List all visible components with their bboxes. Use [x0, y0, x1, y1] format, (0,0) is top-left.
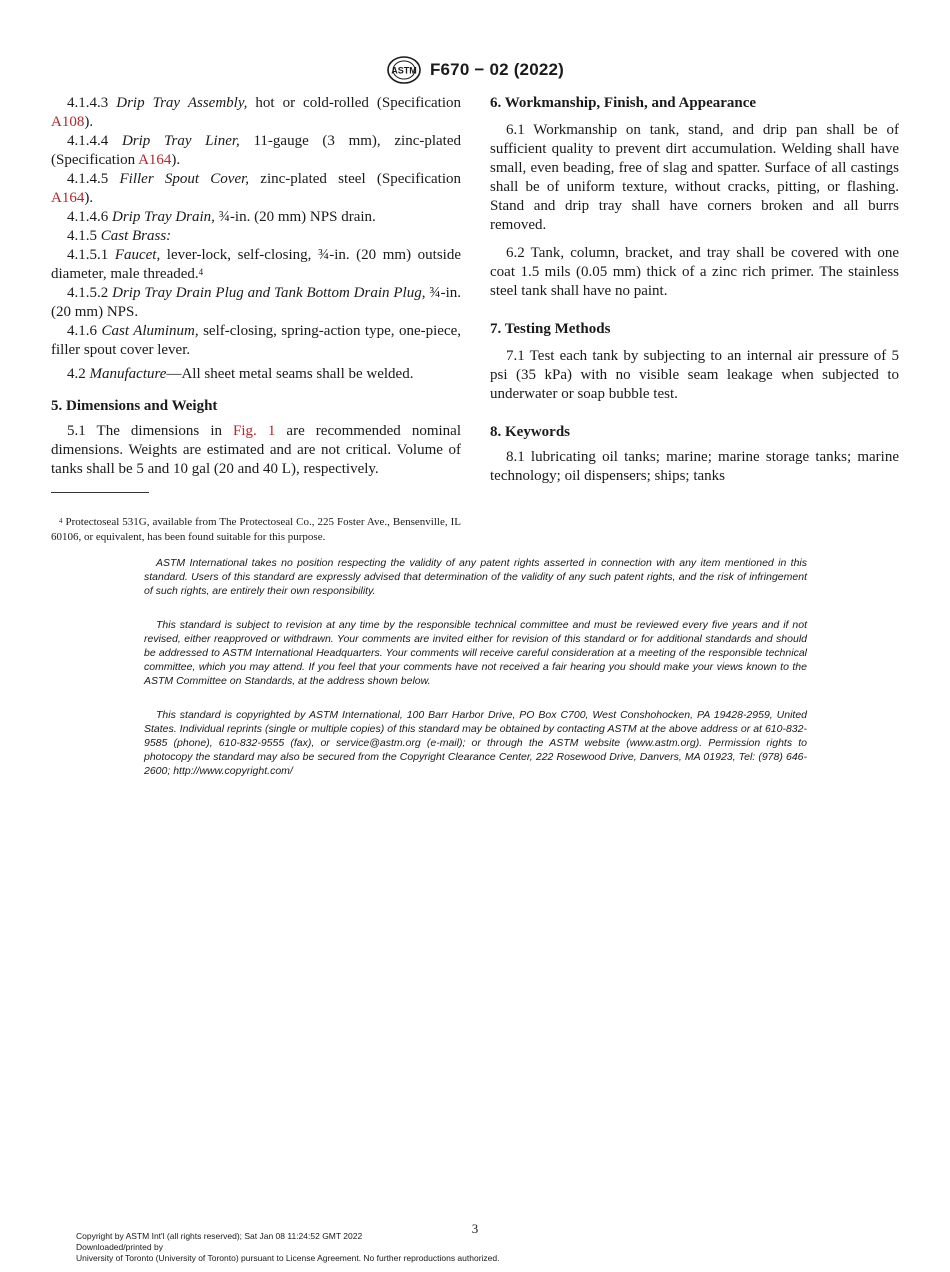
paragraph-4-1-4-4: 4.1.4.4 Drip Tray Liner, 11-gauge (3 mm), zinc-plated (Specification A164).: [51, 133, 461, 168]
license-line: University of Toronto (University of Toronto) pursuant to License Agreement. No further reproductions authorized.: [76, 1253, 500, 1263]
link-a164[interactable]: A164: [138, 152, 172, 168]
paragraph-6-2: 6.2 Tank, column, bracket, and tray shall be covered with one coat 1.5 mils (0.05 mm) thick of a zinc rich primer. The stainless steel tank shall have no paint.: [490, 245, 899, 299]
page-header: [0, 55, 950, 85]
paragraph-4-1-6: 4.1.6 Cast Aluminum, self-closing, spring-action type, one-piece, filler spout cover lever.: [51, 323, 462, 358]
footnote-ref-4[interactable]: 4: [198, 267, 204, 277]
paragraph-4-1-5-2: 4.1.5.2 Drip Tray Drain Plug and Tank Bottom Drain Plug, ¾-in. (20 mm) NPS.: [51, 285, 462, 320]
paragraph-4-1-4-6: 4.1.4.6 Drip Tray Drain, ¾-in. (20 mm) NPS drain.: [67, 209, 376, 225]
svg-text:ASTM: ASTM: [391, 65, 417, 76]
revision-notice: This standard is subject to revision at any time by the responsible technical committee and must be reviewed every five years and if not revised, either reapproved or withdrawn. Your comments are invited either for revision of this standard or for additional standards and should be addressed to ASTM International Headquarters. Your comments will receive careful consideration at a meeting of the responsible technical committee, which you may attend. If you feel that your comments have not received a fair hearing you should make your views known to the ASTM Committee on Standards, at the address shown below.: [144, 619, 807, 687]
left-column: [51, 94, 461, 479]
paragraph-4-1-5: 4.1.5 Cast Brass:: [67, 228, 172, 244]
link-fig-1[interactable]: Fig. 1: [233, 423, 276, 439]
page-number: 3: [471, 1221, 479, 1236]
section-heading-6: 6. Workmanship, Finish, and Appearance: [490, 95, 757, 111]
patent-notice: ASTM International takes no position respecting the validity of any patent rights asserted in connection with any item mentioned in this standard. Users of this standard are expressly advised that determination of the validity of any such patent rights, and the risk of infringement of such rights, are entirely their own responsibility.: [144, 557, 807, 597]
footnote-4: $^4$ Protectoseal 531G, available from The Protectoseal Co., 225 Foster Ave., Bensenville, IL 60106, or equivalent, has been found suitable for this purpose.: [51, 516, 461, 543]
standard-designation: F670 − 02 (2022): [429, 60, 565, 79]
astm-notices: [144, 556, 807, 798]
paragraph-8-1: 8.1 lubricating oil tanks; marine; marine storage tanks; marine technology; oil dispensers; ships; tanks: [490, 449, 899, 484]
astm-logo-icon: [386, 56, 422, 84]
copyright-notice: This standard is copyrighted by ASTM International, 100 Barr Harbor Drive, PO Box C700, West Conshohocken, PA 19428-2959, United States. Individual reprints (single or multiple copies) of this standard may be obtained by contacting ASTM at the above address or at 610-832-9585 (phone), 610-832-9555 (fax), or service@astm.org (e-mail); or through the ASTM website (www.astm.org). Permission rights to photocopy the standard may also be secured from the Copyright Clearance Center, 222 Rosewood Drive, Danvers, MA 01923, Tel: (978) 646-2600; http://www.copyright.com/: [144, 709, 807, 777]
copyright-line: Copyright by ASTM Int'l (all rights reserved); Sat Jan 08 11:24:52 GMT 2022: [76, 1231, 363, 1241]
downloaded-by-line: Downloaded/printed by: [76, 1242, 163, 1252]
link-a108[interactable]: A108: [51, 114, 85, 130]
paragraph-4-1-5-1: 4.1.5.1 Faucet, lever-lock, self-closing, ¾-in. (20 mm) outside diameter, male threaded.$^4$: [51, 247, 461, 282]
paragraph-7-1: 7.1 Test each tank by subjecting to an internal air pressure of 5 psi (35 kPa) with no visible seam leakage when subjected to underwater or soap bubble test.: [490, 348, 899, 402]
paragraph-4-2: 4.2 Manufacture—All sheet metal seams shall be welded.: [67, 366, 414, 382]
paragraph-6-1: 6.1 Workmanship on tank, stand, and drip pan shall be of sufficient quality to prevent dirt accumulation. Welding shall have small, even beading, free of slag and spatter. Surface of all castings shall be of uniform texture, without cracks, pitting, or flashing. Stand and drip tray shall have corners broken and all burrs removed.: [490, 122, 899, 233]
paragraph-4-1-4-3: 4.1.4.3 Drip Tray Assembly, hot or cold-rolled (Specification A108).: [51, 95, 462, 130]
footnote-divider: [51, 492, 149, 493]
section-heading-8: 8. Keywords: [490, 424, 570, 440]
link-a164[interactable]: A164: [51, 190, 85, 206]
download-copyright-footer: [76, 1231, 676, 1264]
paragraph-4-1-4-5: 4.1.4.5 Filler Spout Cover, zinc-plated steel (Specification A164).: [51, 171, 462, 206]
section-heading-5: 5. Dimensions and Weight: [51, 398, 218, 414]
section-heading-7: 7. Testing Methods: [490, 321, 611, 337]
right-column: [490, 94, 899, 486]
paragraph-5-1: 5.1 The dimensions in Fig. 1 are recommended nominal dimensions. Weights are estimated and are not critical. Volume of tanks shall be 5 and 10 gal (20 and 40 L), respectively.: [51, 423, 461, 477]
